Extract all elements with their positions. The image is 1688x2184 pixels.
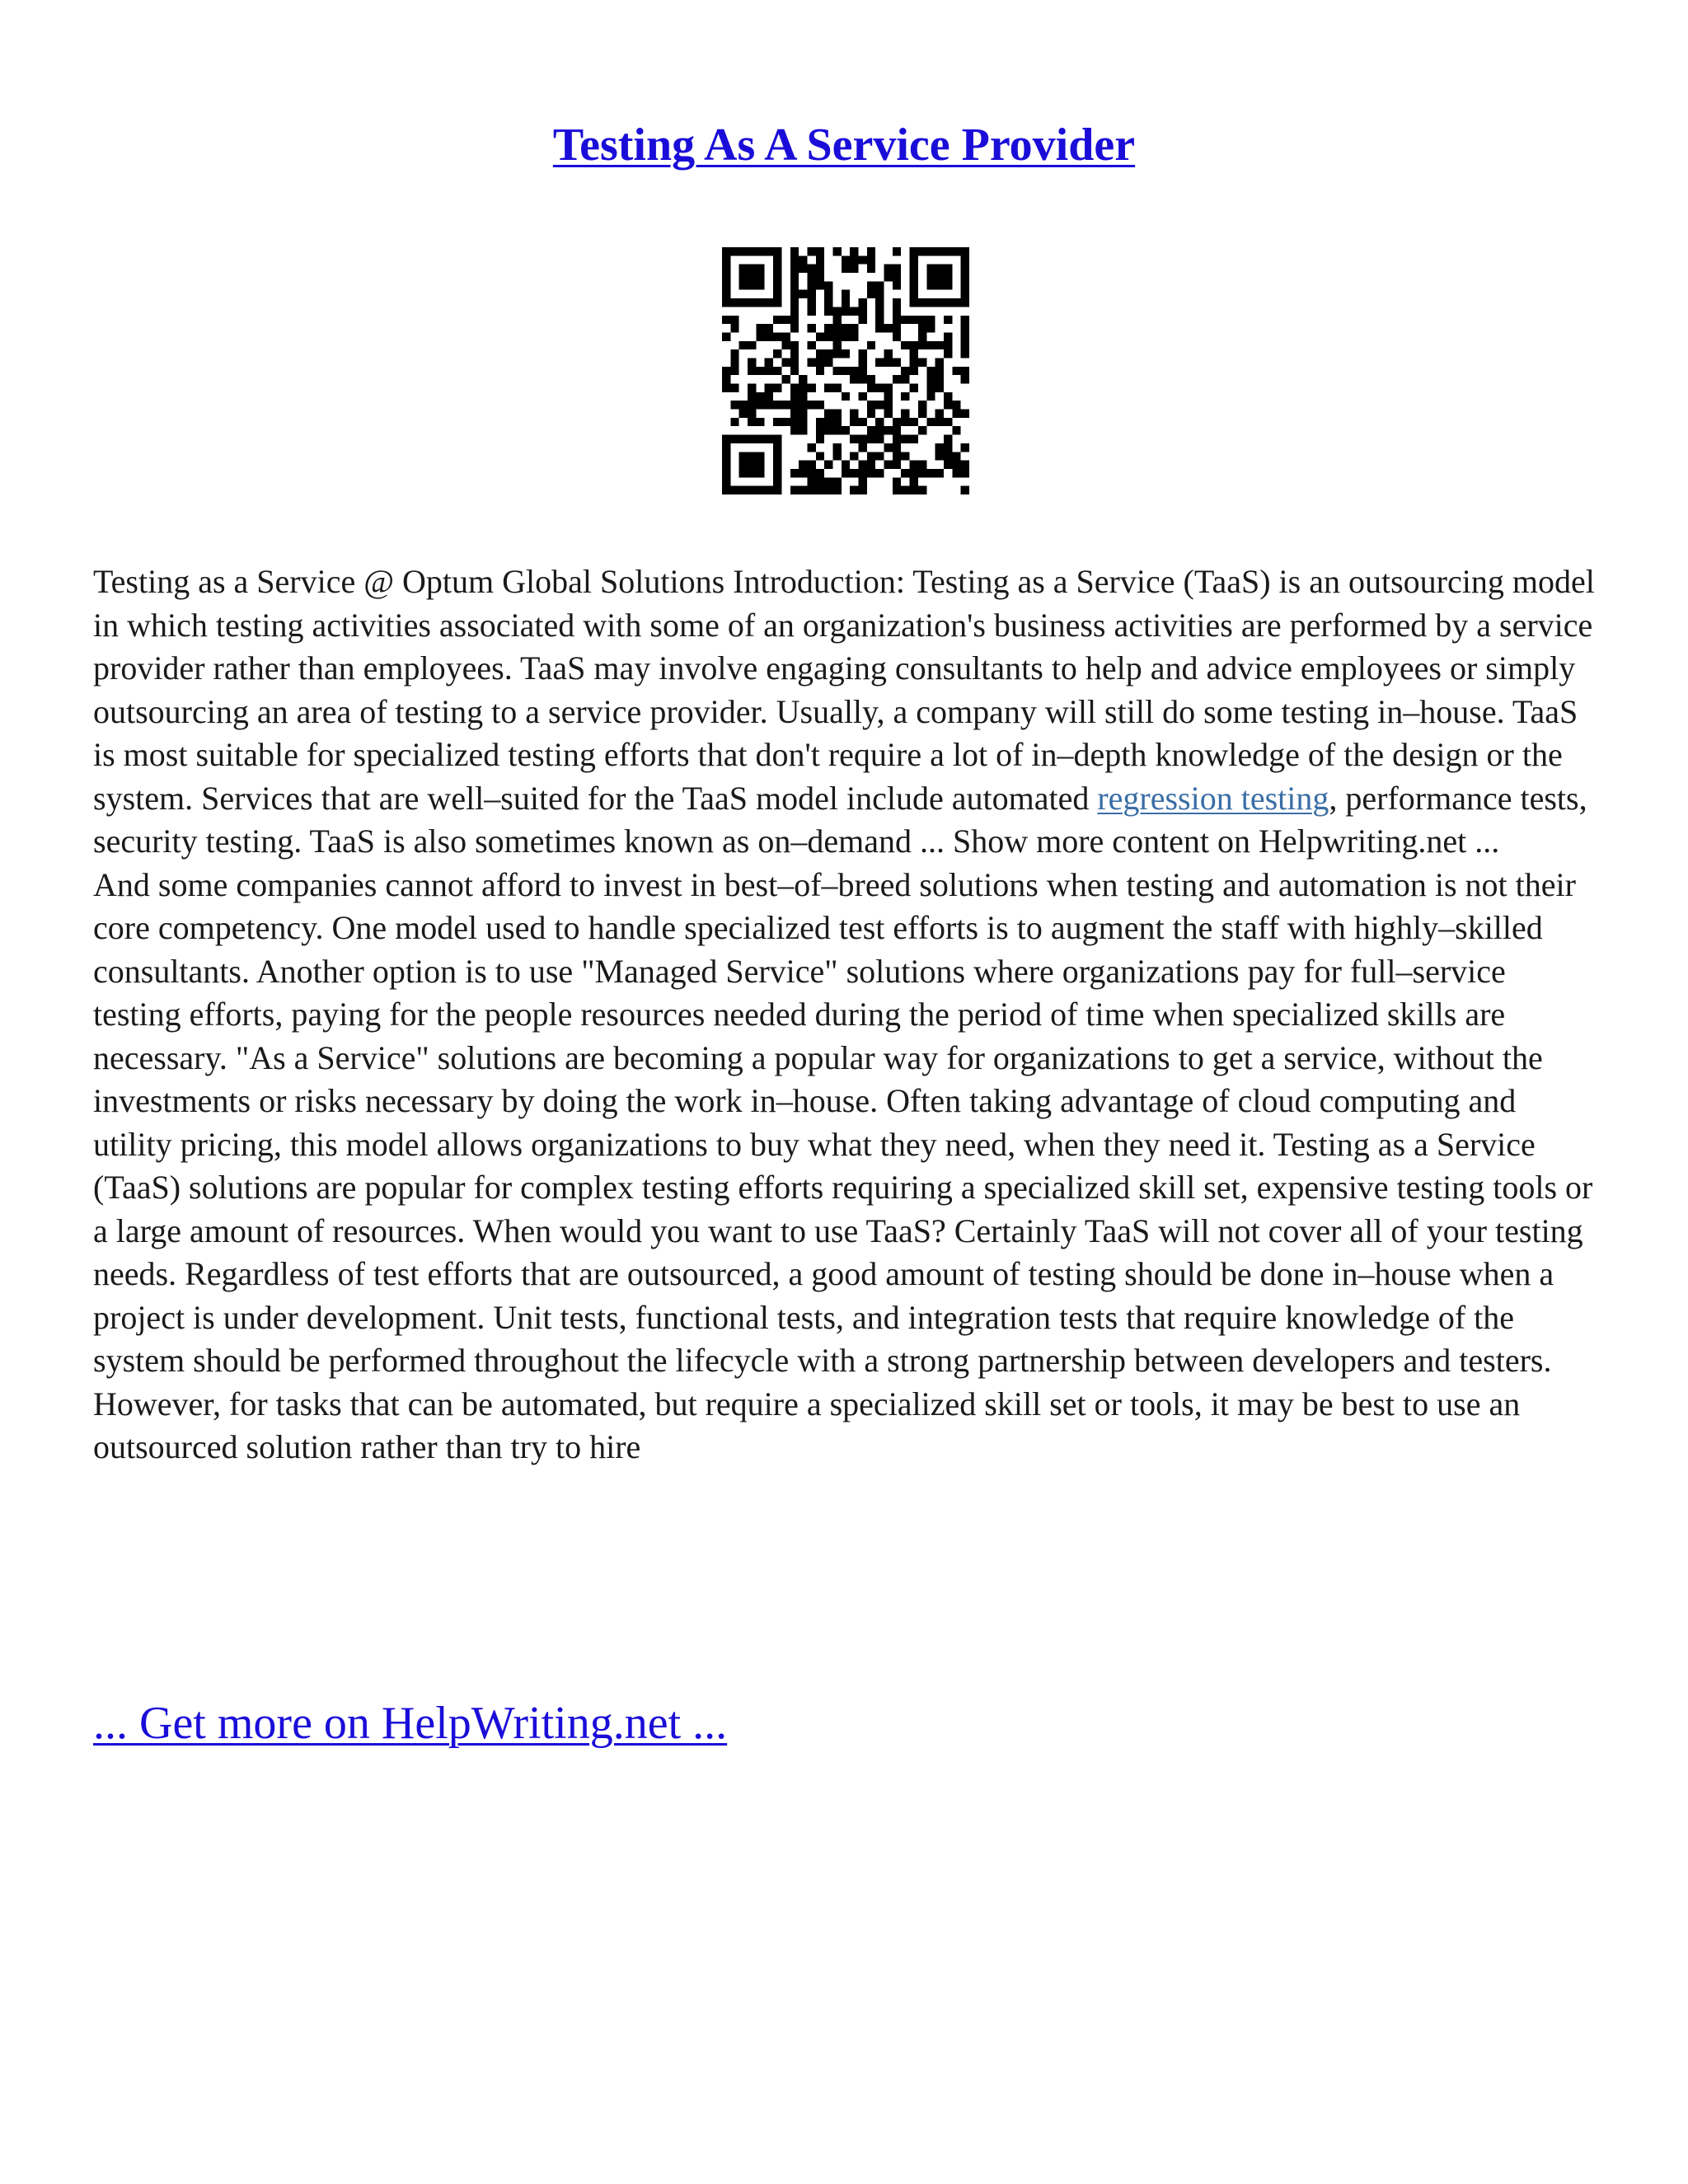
qr-code — [722, 247, 969, 494]
paragraph-intro — [93, 560, 1601, 864]
article-body — [93, 560, 1601, 1469]
regression-testing-link[interactable]: regression testing — [1097, 779, 1329, 817]
document-title — [0, 115, 1688, 175]
paragraph-intro-text-1: Testing as a Service @ Optum Global Solutions Introduction: Testing as a Service (TaaS) is an outsourcing model in which testing activities associated with some of an organization's business activities are performed by a service provider rather than employees. TaaS may involve engaging consultants to help and advice employees or simply outsourcing an area of testing to a service provider. Usually, a company will still do some testing in–house. TaaS is most suitable for specialized testing efforts that don't require a lot of in–depth knowledge of the design or the system. Services that are well–suited for the TaaS model include automated — [93, 563, 1595, 817]
get-more-link[interactable]: ... Get more on HelpWriting.net ... — [93, 1698, 728, 1749]
paragraph-intro-text-2: , performance tests, security testing. TaaS is also sometimes known as on–demand ... Show more content on Helpwriting.net ... — [93, 779, 1587, 860]
title-link[interactable]: Testing As A Service Provider — [552, 120, 1136, 171]
paragraph-main: And some companies cannot afford to invest in best–of–breed solutions when testing and automation is not their core competency. One model used to handle specialized test efforts is to augment the staff with highly–skilled consultants. Another option is to use "Managed Service" solutions where organizations pay for full–service testing efforts, paying for the people resources needed during the period of time when specialized skills are necessary. "As a Service" solutions are becoming a popular way for organizations to get a service, without the investments or risks necessary by doing the work in–house. Often taking advantage of cloud computing and utility pricing, this model allows organizations to buy what they need, when they need it. Testing as a Service (TaaS) solutions are popular for complex testing efforts requiring a specialized skill set, expensive testing tools or a large amount of resources. When would you want to use TaaS? Certainly TaaS will not cover all of your testing needs. Regardless of test efforts that are outsourced, a good amount of testing should be done in–house when a project is under development. Unit tests, functional tests, and integration tests that require knowledge of the system should be performed throughout the lifecycle with a strong partnership between developers and testers. However, for tasks that can be automated, but require a specialized skill set or tools, it may be best to use an outsourced solution rather than try to hire — [93, 865, 1593, 1465]
